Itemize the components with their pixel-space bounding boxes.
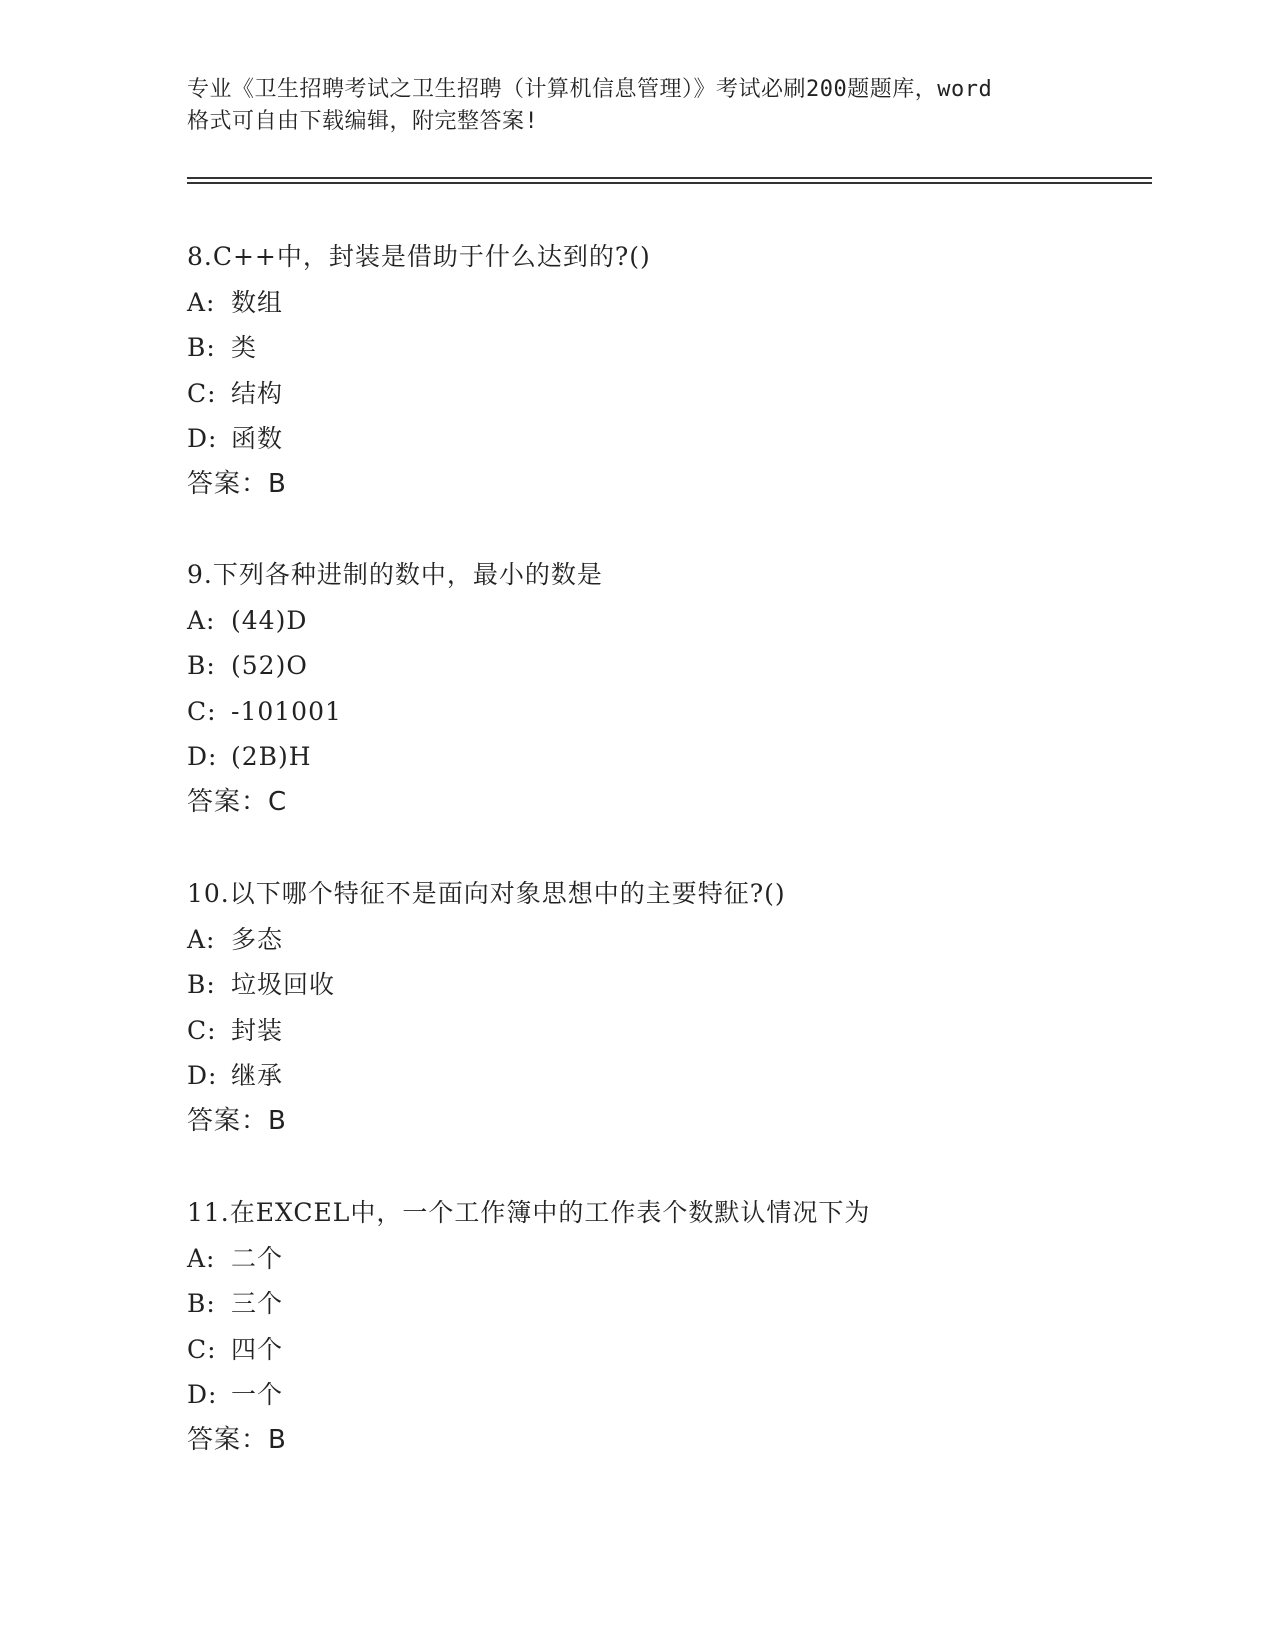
answer-line: 答案：B [187, 468, 287, 499]
option-c [187, 371, 1152, 417]
option-label: B: [187, 651, 216, 681]
option-label: C: [187, 1015, 217, 1045]
header-divider-top [187, 177, 1152, 179]
option-b [187, 962, 1152, 1008]
option-d [187, 1053, 1152, 1099]
option-a [187, 1236, 1152, 1282]
header-divider-bottom [187, 182, 1152, 184]
question-stem: 9.下列各种进制的数中，最小的数是 [187, 560, 603, 589]
option-text: 类 [231, 333, 258, 363]
option-text: (2B)H [231, 742, 312, 772]
question-block [187, 871, 1152, 1145]
option-c [187, 1008, 1152, 1054]
option-label: B: [187, 333, 216, 363]
option-d [187, 734, 1152, 780]
question-stem: 8.C++中，封装是借助于什么达到的?() [187, 242, 651, 271]
header-line-2: 格式可自由下载编辑，附完整答案! [187, 109, 539, 134]
answer-line: 答案：B [187, 1105, 287, 1136]
option-label: C: [187, 378, 217, 408]
option-b [187, 643, 1152, 689]
option-label: A: [187, 924, 216, 954]
header-line-1: 专业《卫生招聘考试之卫生招聘（计算机信息管理）》考试必刷200题题库，word [187, 77, 993, 102]
option-label: A: [187, 605, 216, 635]
question-block [187, 552, 1152, 826]
option-label: B: [187, 1289, 216, 1319]
option-text: 二个 [231, 1243, 284, 1273]
option-label: A: [187, 1243, 216, 1273]
option-c [187, 1327, 1152, 1373]
option-a [187, 917, 1152, 963]
option-text: (44)D [231, 605, 308, 635]
option-label: D: [187, 1061, 218, 1091]
option-text: 结构 [231, 378, 284, 408]
option-label: D: [187, 424, 218, 454]
option-text: (52)O [231, 651, 308, 681]
option-a [187, 598, 1152, 644]
option-label: D: [187, 742, 218, 772]
option-a [187, 280, 1152, 326]
option-label: B: [187, 970, 216, 1000]
question-block [187, 234, 1152, 508]
option-text: 垃圾回收 [231, 970, 336, 1000]
option-text: 四个 [231, 1334, 284, 1364]
option-text: -101001 [231, 696, 342, 726]
option-text: 函数 [231, 424, 284, 454]
document-header [187, 74, 1087, 138]
option-text: 三个 [231, 1289, 284, 1319]
option-text: 数组 [231, 287, 284, 317]
option-d [187, 416, 1152, 462]
option-label: C: [187, 1334, 217, 1364]
question-stem: 11.在EXCEL中，一个工作簿中的工作表个数默认情况下为 [187, 1198, 871, 1227]
option-c [187, 689, 1152, 735]
option-text: 封装 [231, 1015, 284, 1045]
answer-line: 答案：C [187, 786, 288, 817]
option-text: 多态 [231, 924, 284, 954]
option-d [187, 1372, 1152, 1418]
option-label: D: [187, 1380, 218, 1410]
option-text: 继承 [231, 1061, 284, 1091]
option-text: 一个 [231, 1380, 284, 1410]
option-label: A: [187, 287, 216, 317]
question-stem: 10.以下哪个特征不是面向对象思想中的主要特征?() [187, 879, 786, 908]
option-label: C: [187, 696, 217, 726]
option-b [187, 325, 1152, 371]
question-block [187, 1190, 1152, 1464]
answer-line: 答案：B [187, 1424, 287, 1455]
option-b [187, 1281, 1152, 1327]
